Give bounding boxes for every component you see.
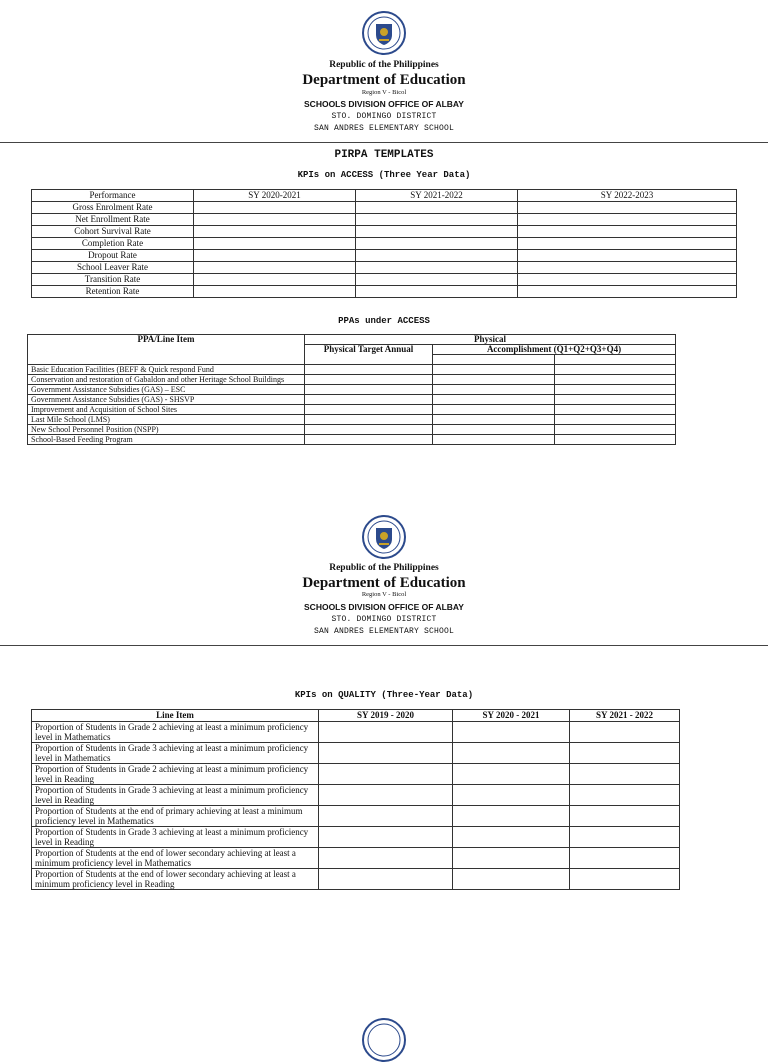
- data-cell[interactable]: [319, 785, 453, 806]
- data-cell[interactable]: [555, 365, 676, 375]
- row-label: Conservation and restoration of Gabaldon and other Heritage School Buildings: [28, 375, 305, 385]
- school-label: SAN ANDRES ELEMENTARY SCHOOL: [313, 627, 455, 636]
- data-cell[interactable]: [518, 226, 737, 238]
- data-cell[interactable]: [319, 722, 453, 743]
- data-cell[interactable]: [319, 764, 453, 785]
- data-cell[interactable]: [518, 262, 737, 274]
- ppa-access-title: PPAs under ACCESS: [338, 316, 430, 326]
- column-header: SY 2020 - 2021: [453, 710, 570, 722]
- row-label: Transition Rate: [32, 274, 194, 286]
- data-cell[interactable]: [555, 355, 676, 365]
- data-cell[interactable]: [319, 869, 453, 890]
- data-cell[interactable]: [305, 395, 433, 405]
- column-header: SY 2021 - 2022: [570, 710, 680, 722]
- district-label: STO. DOMINGO DISTRICT: [331, 112, 437, 121]
- data-cell[interactable]: [570, 869, 680, 890]
- data-cell[interactable]: [555, 435, 676, 445]
- column-header: Physical: [305, 335, 676, 345]
- data-cell[interactable]: [433, 375, 555, 385]
- table-row: [32, 743, 680, 764]
- deped-seal-icon: [362, 11, 406, 55]
- data-cell[interactable]: [518, 214, 737, 226]
- data-cell[interactable]: [433, 385, 555, 395]
- data-cell[interactable]: [305, 385, 433, 395]
- data-cell[interactable]: [194, 238, 356, 250]
- data-cell[interactable]: [518, 202, 737, 214]
- row-label: Proportion of Students at the end of primary achieving at least a minimum proficiency level in Mathematics: [32, 806, 319, 827]
- column-header: Accomplishment (Q1+Q2+Q3+Q4): [433, 345, 676, 355]
- table-row: [32, 286, 737, 298]
- data-cell[interactable]: [433, 395, 555, 405]
- data-cell[interactable]: [356, 262, 518, 274]
- data-cell[interactable]: [433, 355, 555, 365]
- district-label: STO. DOMINGO DISTRICT: [331, 615, 437, 624]
- access-kpi-table: [31, 189, 737, 298]
- data-cell[interactable]: [570, 806, 680, 827]
- table-row: [32, 202, 737, 214]
- data-cell[interactable]: [305, 415, 433, 425]
- data-cell[interactable]: [555, 415, 676, 425]
- data-cell[interactable]: [453, 806, 570, 827]
- data-cell[interactable]: [194, 202, 356, 214]
- data-cell[interactable]: [433, 415, 555, 425]
- data-cell[interactable]: [453, 785, 570, 806]
- data-cell[interactable]: [356, 226, 518, 238]
- table-row: [28, 425, 676, 435]
- deped-seal-icon: [362, 1018, 406, 1062]
- table-row: [32, 806, 680, 827]
- row-label: Proportion of Students in Grade 3 achieving at least a minimum proficiency level in Reading: [32, 785, 319, 806]
- data-cell[interactable]: [356, 238, 518, 250]
- row-label: Improvement and Acquisition of School Sites: [28, 405, 305, 415]
- data-cell[interactable]: [194, 262, 356, 274]
- data-cell[interactable]: [194, 286, 356, 298]
- department-name: Department of Education: [302, 575, 466, 591]
- region-label: Region V - Bicol: [361, 89, 407, 96]
- column-header: Physical Target Annual: [305, 345, 433, 365]
- table-row: [32, 785, 680, 806]
- data-cell[interactable]: [570, 743, 680, 764]
- data-cell[interactable]: [453, 764, 570, 785]
- data-cell[interactable]: [570, 764, 680, 785]
- data-cell[interactable]: [356, 274, 518, 286]
- data-cell[interactable]: [555, 425, 676, 435]
- data-cell[interactable]: [305, 435, 433, 445]
- data-cell[interactable]: [555, 385, 676, 395]
- table-header-row: [32, 710, 680, 722]
- data-cell[interactable]: [518, 250, 737, 262]
- row-label: Proportion of Students at the end of lower secondary achieving at least a minimum proficiency level in Reading: [32, 869, 319, 890]
- republic-label: Republic of the Philippines: [329, 563, 439, 573]
- row-label: Proportion of Students in Grade 3 achieving at least a minimum proficiency level in Reading: [32, 827, 319, 848]
- table-row: [28, 385, 676, 395]
- table-row: [32, 262, 737, 274]
- data-cell[interactable]: [433, 435, 555, 445]
- data-cell[interactable]: [555, 395, 676, 405]
- data-cell[interactable]: [555, 375, 676, 385]
- data-cell[interactable]: [433, 425, 555, 435]
- row-label: Cohort Survival Rate: [32, 226, 194, 238]
- data-cell[interactable]: [570, 785, 680, 806]
- data-cell[interactable]: [305, 425, 433, 435]
- division-label: SCHOOLS DIVISION OFFICE OF ALBAY: [304, 602, 464, 612]
- table-row: [32, 226, 737, 238]
- column-header: SY 2020-2021: [194, 190, 356, 202]
- data-cell[interactable]: [194, 226, 356, 238]
- table-row: [28, 365, 676, 375]
- deped-seal-icon: [362, 515, 406, 559]
- data-cell[interactable]: [319, 848, 453, 869]
- republic-label: Republic of the Philippines: [329, 60, 439, 70]
- column-header: SY 2021-2022: [356, 190, 518, 202]
- access-kpi-title: KPIs on ACCESS (Three Year Data): [297, 170, 471, 180]
- row-label: School Leaver Rate: [32, 262, 194, 274]
- column-header: Performance: [32, 190, 194, 202]
- data-cell[interactable]: [453, 722, 570, 743]
- table-row: [28, 435, 676, 445]
- data-cell[interactable]: [356, 214, 518, 226]
- data-cell[interactable]: [305, 365, 433, 375]
- row-label: Government Assistance Subsidies (GAS) - SHSVP: [28, 395, 305, 405]
- data-cell[interactable]: [319, 806, 453, 827]
- data-cell[interactable]: [453, 848, 570, 869]
- table-row: [32, 827, 680, 848]
- row-label: Dropout Rate: [32, 250, 194, 262]
- data-cell[interactable]: [570, 848, 680, 869]
- table-row: [32, 722, 680, 743]
- row-label: Gross Enrolment Rate: [32, 202, 194, 214]
- data-cell[interactable]: [319, 827, 453, 848]
- column-header: SY 2022-2023: [518, 190, 737, 202]
- row-label: Proportion of Students at the end of lower secondary achieving at least a minimum proficiency level in Mathematics: [32, 848, 319, 869]
- data-cell[interactable]: [356, 250, 518, 262]
- row-label: Retention Rate: [32, 286, 194, 298]
- header-divider: [0, 142, 768, 143]
- row-label: New School Personnel Position (NSPP): [28, 425, 305, 435]
- division-label: SCHOOLS DIVISION OFFICE OF ALBAY: [304, 99, 464, 109]
- data-cell[interactable]: [518, 274, 737, 286]
- data-cell[interactable]: [305, 405, 433, 415]
- row-label: Last Mile School (LMS): [28, 415, 305, 425]
- quality-kpi-title: KPIs on QUALITY (Three-Year Data): [294, 690, 474, 700]
- table-row: [28, 405, 676, 415]
- table-row: [32, 274, 737, 286]
- region-label: Region V - Bicol: [361, 591, 407, 598]
- row-label: Government Assistance Subsidies (GAS) – ESC: [28, 385, 305, 395]
- data-cell[interactable]: [570, 722, 680, 743]
- ppa-access-table: [27, 334, 676, 445]
- table-row: [32, 764, 680, 785]
- data-cell[interactable]: [453, 869, 570, 890]
- column-header: Line Item: [32, 710, 319, 722]
- data-cell[interactable]: [453, 827, 570, 848]
- page-title: PIRPA TEMPLATES: [334, 149, 434, 161]
- row-label: Proportion of Students in Grade 2 achieving at least a minimum proficiency level in Reading: [32, 764, 319, 785]
- quality-kpi-table: [31, 709, 680, 890]
- row-label: Proportion of Students in Grade 3 achieving at least a minimum proficiency level in Mathematics: [32, 743, 319, 764]
- row-label: Proportion of Students in Grade 2 achieving at least a minimum proficiency level in Mathematics: [32, 722, 319, 743]
- table-header-row: [32, 190, 737, 202]
- school-label: SAN ANDRES ELEMENTARY SCHOOL: [313, 124, 455, 133]
- data-cell[interactable]: [570, 827, 680, 848]
- data-cell[interactable]: [194, 214, 356, 226]
- column-header: PPA/Line Item: [28, 335, 305, 365]
- table-row: [28, 415, 676, 425]
- data-cell[interactable]: [518, 238, 737, 250]
- data-cell[interactable]: [305, 375, 433, 385]
- data-cell[interactable]: [356, 202, 518, 214]
- table-row: [32, 848, 680, 869]
- data-cell[interactable]: [453, 743, 570, 764]
- table-row: [28, 375, 676, 385]
- data-cell[interactable]: [194, 250, 356, 262]
- table-row: [32, 869, 680, 890]
- row-label: Basic Education Facilities (BEFF & Quick respond Fund: [28, 365, 305, 375]
- header-divider: [0, 645, 768, 646]
- column-header: SY 2019 - 2020: [319, 710, 453, 722]
- data-cell[interactable]: [356, 286, 518, 298]
- table-row: [28, 395, 676, 405]
- data-cell[interactable]: [194, 274, 356, 286]
- data-cell[interactable]: [518, 286, 737, 298]
- data-cell[interactable]: [319, 743, 453, 764]
- row-label: School-Based Feeding Program: [28, 435, 305, 445]
- data-cell[interactable]: [433, 405, 555, 415]
- row-label: Net Enrollment Rate: [32, 214, 194, 226]
- table-header-row: [28, 335, 676, 345]
- table-row: [32, 250, 737, 262]
- data-cell[interactable]: [555, 405, 676, 415]
- table-row: [32, 238, 737, 250]
- department-name: Department of Education: [302, 72, 466, 88]
- data-cell[interactable]: [433, 365, 555, 375]
- row-label: Completion Rate: [32, 238, 194, 250]
- table-row: [32, 214, 737, 226]
